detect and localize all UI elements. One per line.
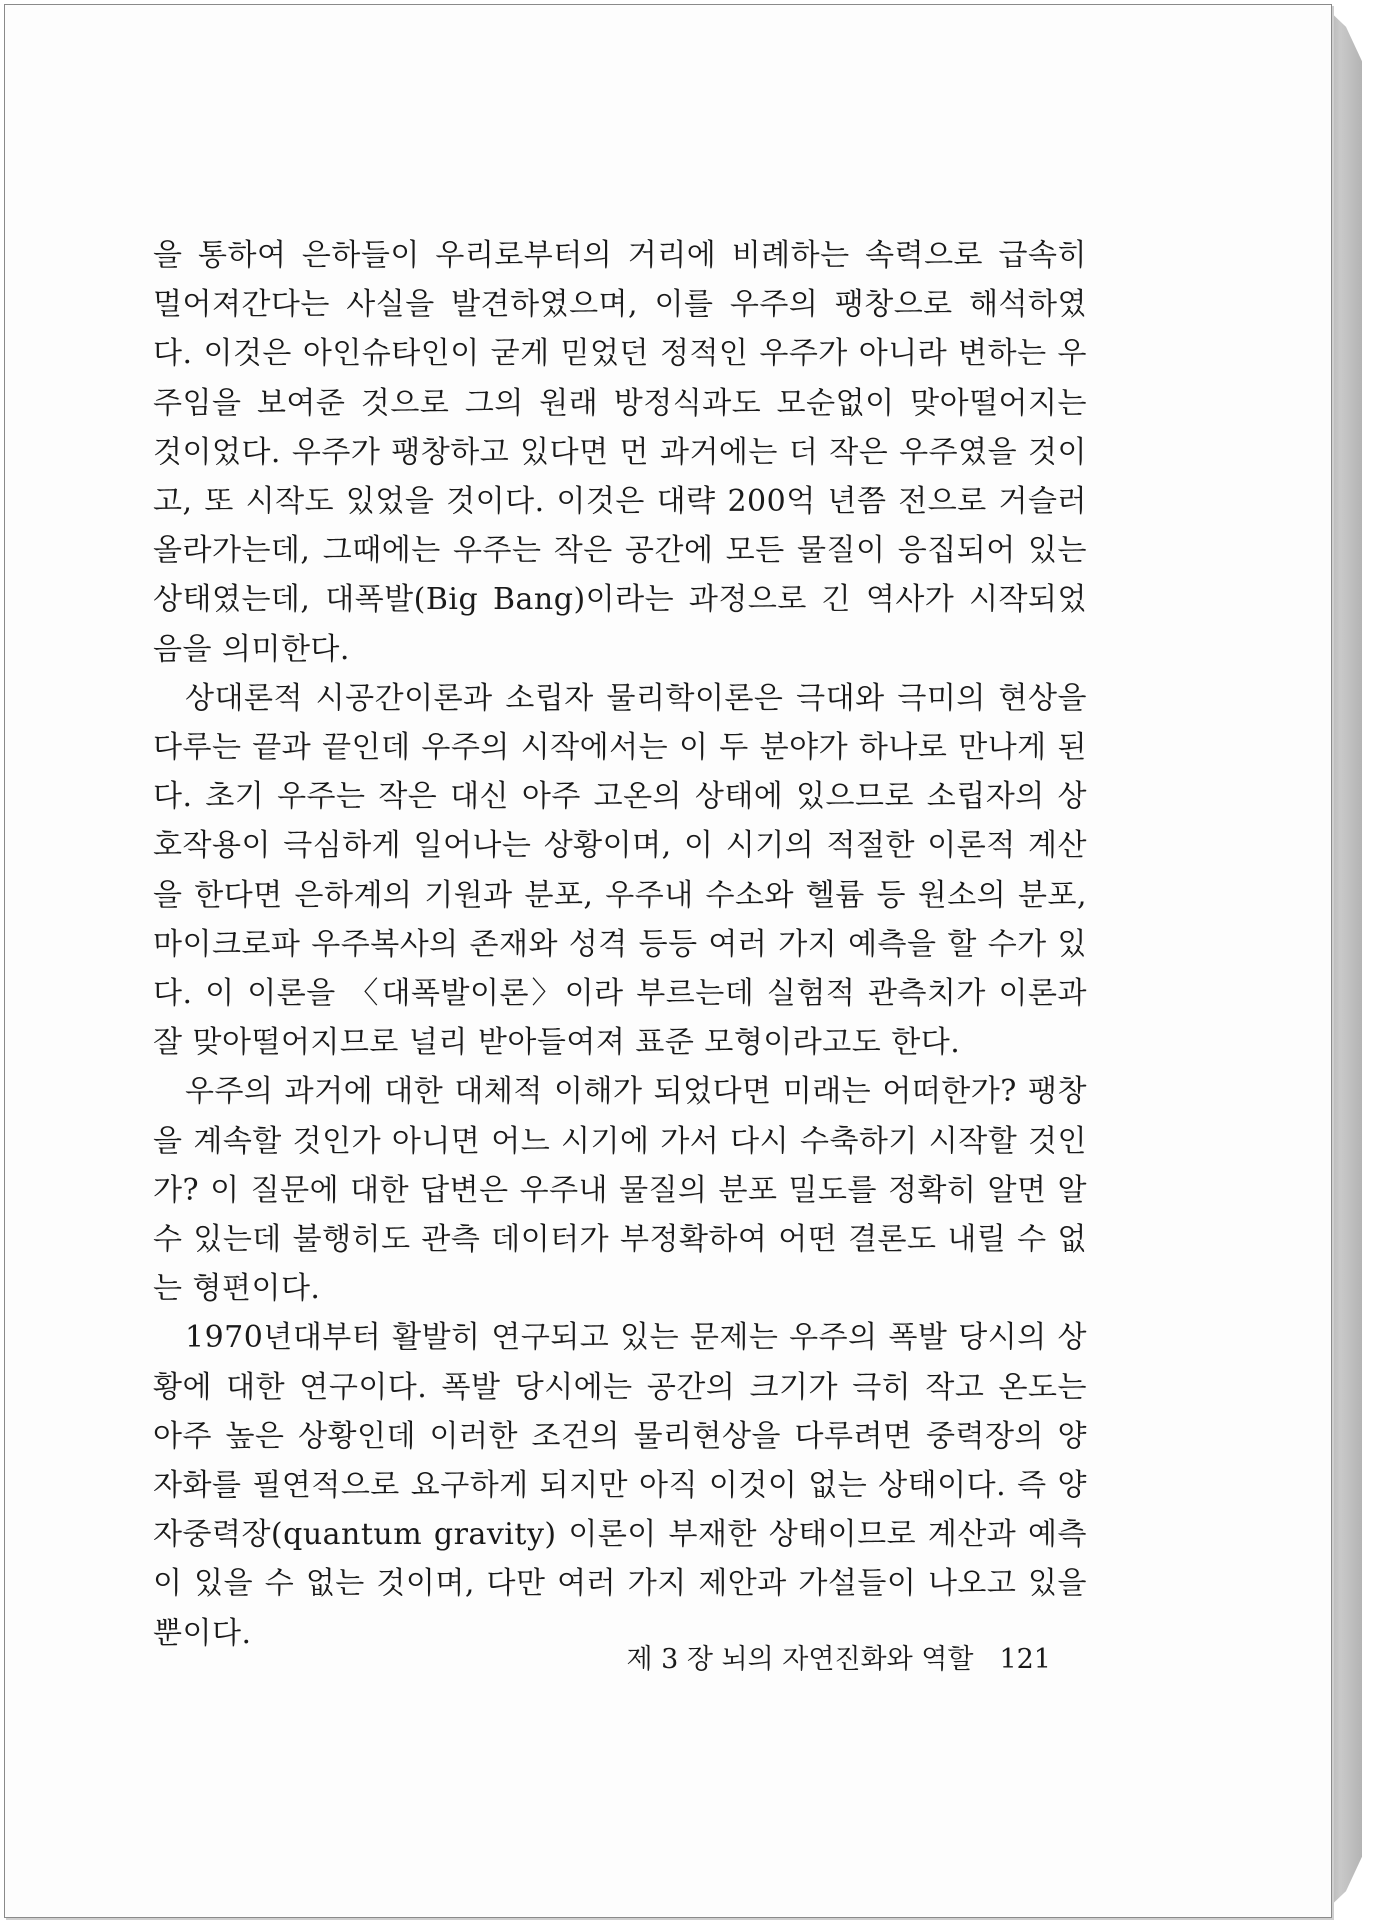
body-text <box>153 231 1087 1658</box>
paragraph-1: 을 통하여 은하들이 우리로부터의 거리에 비례하는 속력으로 급속히 멀어져간다는 사실을 발견하였으며, 이를 우주의 팽창으로 해석하였다. 이것은 아인슈타인이 굳게 믿었던 정적인 우주가 아니라 변하는 우주임을 보여준 것으로 그의 원래 방정식과도 모순없이 맞아떨어지는 것이었다. 우주가 팽창하고 있다면 먼 과거에는 더 작은 우주였을 것이고, 또 시작도 있었을 것이다. 이것은 대략 200억 년쯤 전으로 거슬러올라가는데, 그때에는 우주는 작은 공간에 모든 물질이 응집되어 있는 상태였는데, 대폭발(Big Bang)이라는 과정으로 긴 역사가 시작되었음을 의미한다. <box>153 238 1087 667</box>
paragraph-3: 우주의 과거에 대한 대체적 이해가 되었다면 미래는 어떠한가? 팽창을 계속할 것인가 아니면 어느 시기에 가서 다시 수축하기 시작할 것인가? 이 질문에 대한 답변은 우주내 물질의 분포 밀도를 정확히 알면 알 수 있는데 불행히도 관측 데이터가 부정확하여 어떤 결론도 내릴 수 없는 형편이다. <box>153 1074 1087 1307</box>
paragraph-2: 상대론적 시공간이론과 소립자 물리학이론은 극대와 극미의 현상을 다루는 끝과 끝인데 우주의 시작에서는 이 두 분야가 하나로 만나게 된다. 초기 우주는 작은 대신 아주 고온의 상태에 있으므로 소립자의 상호작용이 극심하게 일어나는 상황이며, 이 시기의 적절한 이론적 계산을 한다면 은하계의 기원과 분포, 우주내 수소와 헬륨 등 원소의 분포, 마이크로파 우주복사의 존재와 성격 등등 여러 가지 예측을 할 수가 있다. 이 이론을 〈대폭발이론〉이라 부르는데 실험적 관측치가 이론과 잘 맞아떨어지므로 널리 받아들여져 표준 모형이라고도 한다. <box>153 680 1087 1061</box>
chapter-title: 제 3 장 뇌의 자연진화와 역할 <box>626 1644 974 1675</box>
book-page <box>4 4 1332 1918</box>
page-number: 121 <box>999 1644 1051 1675</box>
running-footer <box>626 1637 1051 1676</box>
paragraph-4: 1970년대부터 활발히 연구되고 있는 문제는 우주의 폭발 당시의 상황에 대한 연구이다. 폭발 당시에는 공간의 크기가 극히 작고 온도는 아주 높은 상황인데 이러한 조건의 물리현상을 다루려면 중력장의 양자화를 필연적으로 요구하게 되지만 아직 이것이 없는 상태이다. 즉 양자중력장(quantum gravity) 이론이 부재한 상태이므로 계산과 예측이 있을 수 없는 것이며, 다만 여러 가지 제안과 가설들이 나오고 있을 뿐이다. <box>153 1320 1087 1651</box>
